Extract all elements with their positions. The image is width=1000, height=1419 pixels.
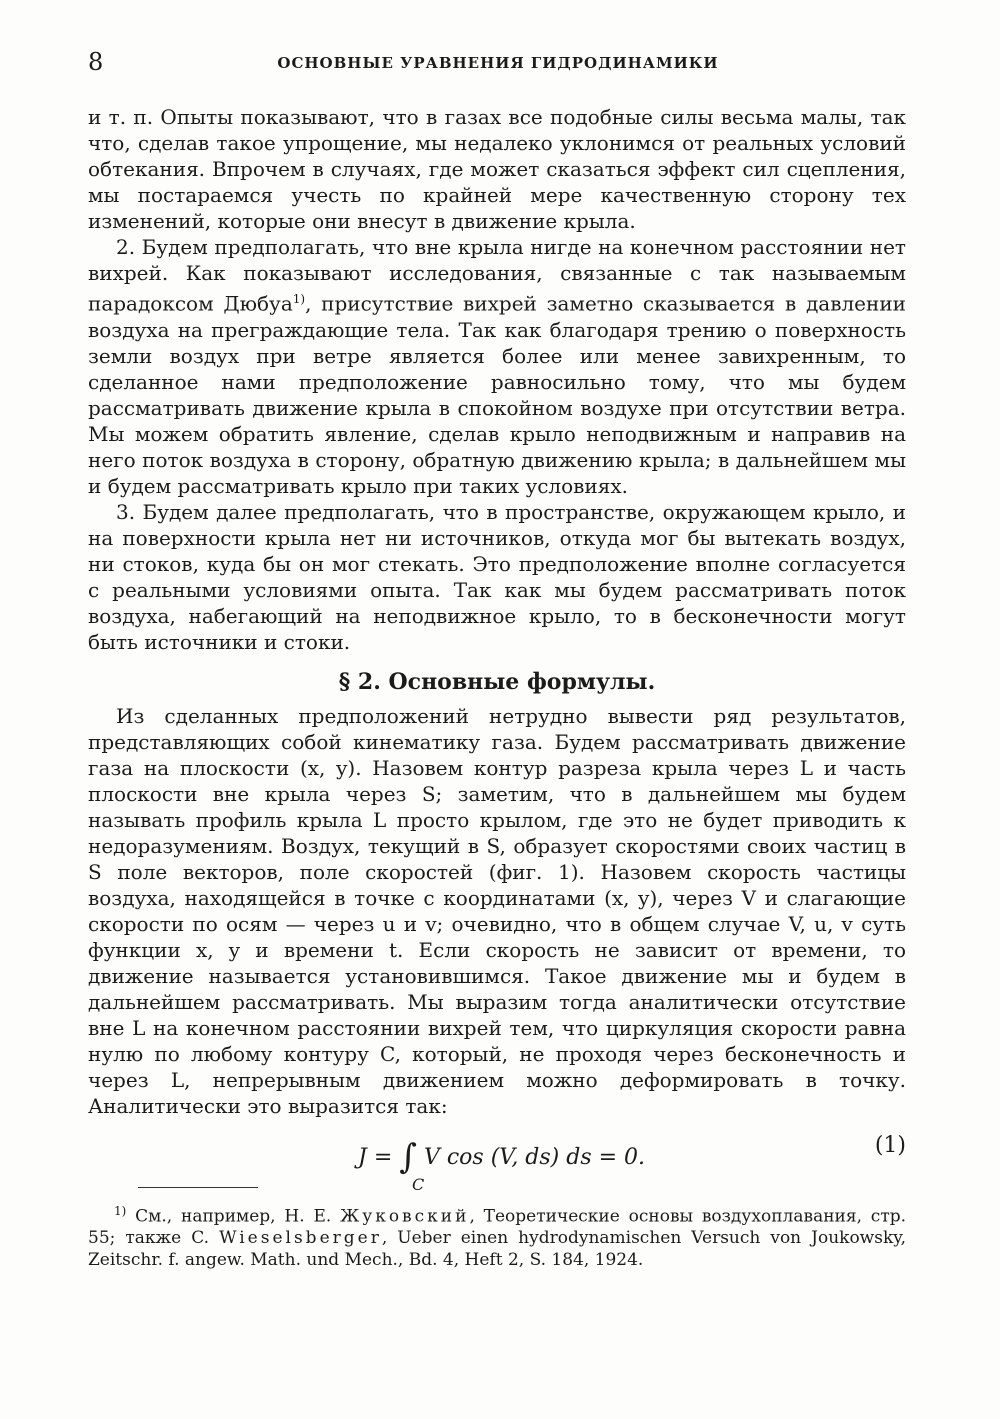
footnote bbox=[88, 1200, 906, 1272]
formula-1 bbox=[88, 1121, 906, 1194]
page-header bbox=[88, 48, 908, 78]
page-body bbox=[88, 104, 906, 1271]
equation-number: (1) bbox=[874, 1132, 906, 1158]
paragraph-2-start: 2. Будем предполагать, что вне крыла нигде на конечном расстоянии нет вихрей. Как показывают исследования, связанные с так называемым парадоксом Дюбуа bbox=[88, 235, 906, 316]
formula-lhs: J = bbox=[358, 1144, 393, 1170]
footnote-text-c: , Ueber einen hydrodynamischen Versuch von Joukowsky, Zeitschr. f. angew. Math. und Mech., Bd. 4, Heft 2, S. 184, 1924. bbox=[88, 1228, 907, 1271]
paragraph-2 bbox=[88, 234, 906, 499]
page-number: 8 bbox=[88, 48, 104, 76]
integral-subscript: C bbox=[412, 1174, 425, 1194]
footnote-author-2: Wieselsberger bbox=[219, 1228, 382, 1249]
footnote-marker: 1) bbox=[114, 1203, 127, 1218]
integral-sign: ∫ bbox=[399, 1136, 417, 1177]
formula-rhs: V cos (V, ds) ds = 0. bbox=[423, 1144, 646, 1170]
paragraph-3: 3. Будем далее предполагать, что в пространстве, окружающем крыло, и на поверхности крыла нет ни источников, откуда мог бы вытекать воздух, ни стоков, куда бы он мог стекать. Это предположение вполне согласуется с реальными условиями опыта. Так как мы будем рассматривать поток воздуха, набегающий на неподвижное крыло, то в бесконечности могут быть источники и стоки. bbox=[88, 499, 906, 654]
section-title: § 2. Основные формулы. bbox=[338, 668, 656, 695]
paragraph-2-end: , присутствие вихрей заметно сказывается в давлении воздуха на преграждающие тела. Так как благодаря трению о поверхность земли воздух при ветре является более или менее завихренным, то сделанное нами предположение равносильно тому, что мы будем рассматривать движение крыла в спокойном воздухе при отсутствии ветра. Мы можем обратить явление, сделав крыло неподвижным и направив на него поток воздуха в сторону, обратную движению крыла; в дальнейшем мы и будем рассматривать крыло при таких условиях. bbox=[88, 291, 906, 498]
formula-expression bbox=[358, 1133, 646, 1194]
footnote-text-a: См., например, Н. Е. bbox=[135, 1206, 332, 1227]
footnote-text-b: , Теоретические основы воздухоплавания, стр. 55; также C. bbox=[88, 1206, 907, 1249]
footnote-author-1: Жуковский bbox=[340, 1206, 470, 1227]
running-title: ОСНОВНЫЕ УРАВНЕНИЯ ГИДРОДИНАМИКИ bbox=[277, 54, 719, 72]
section-paragraph: Из сделанных предположений нетрудно вывести ряд результатов, представляющих собой кинематику газа. Будем рассматривать движение газа на плоскости (x, y). Назовем контур разреза крыла через L и часть плоскости вне крыла через S; заметим, что в дальнейшем мы будем называть профиль крыла L просто крылом, где это не будет приводить к недоразумениям. Воздух, текущий в S, образует скоростями своих частиц в S поле векторов, поле скоростей (фиг. 1). Назовем скорость частицы воздуха, находящейся в точке с координатами (x, y), через V и слагающие скорости по осям — через u и v; очевидно, что в общем случае V, u, v суть функции x, y и времени t. Если скорость не зависит от времени, то движение называется установившимся. Такое движение мы и будем в дальнейшем рассматривать. Мы выразим тогда аналитически отсутствие вне L на конечном расстоянии вихрей тем, что циркуляция скорости равна нулю по любому контуру C, который, не проходя через бесконечность и через L, непрерывным движением можно деформировать в точку. Аналитически это выразится так: bbox=[88, 703, 906, 1118]
footnote-reference[interactable]: 1) bbox=[292, 292, 306, 306]
paragraph-1: и т. п. Опыты показывают, что в газах все подобные силы весьма малы, так что, сделав такое упрощение, мы недалеко уклонимся от реальных условий обтекания. Впрочем в случаях, где может сказаться эффект сил сцепления, мы постараемся учесть по крайней мере качественную сторону тех изменений, которые они внесут в движение крыла. bbox=[88, 105, 906, 233]
footnote-divider bbox=[138, 1187, 258, 1188]
